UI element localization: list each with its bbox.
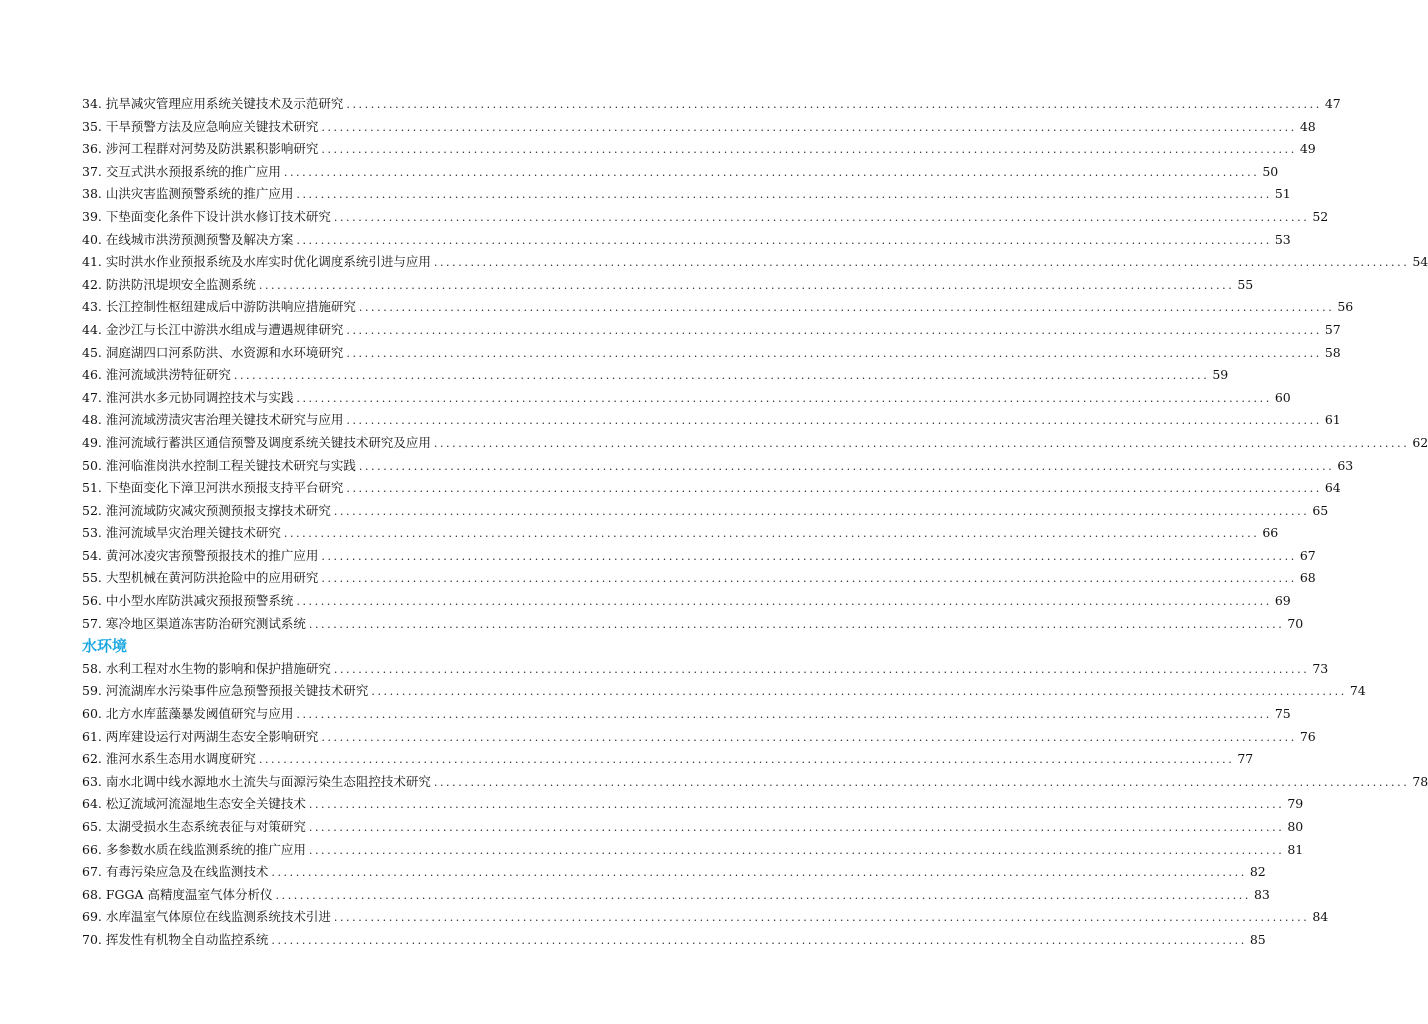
toc-entry-title: 69. 水库温室气体原位在线监测系统技术引进 <box>82 909 331 925</box>
toc-entry[interactable] <box>82 455 1354 478</box>
toc-entry-page-number: 66 <box>1262 525 1279 541</box>
dot-leader: ................................................................................................................................................................ <box>296 233 1272 247</box>
toc-entry-page-number: 47 <box>1324 96 1341 111</box>
toc-entry-page-number: 49 <box>1299 141 1316 157</box>
dot-leader: ................................................................................................................................................................ <box>333 210 1310 224</box>
toc-entry[interactable] <box>82 522 1279 545</box>
dot-leader: ................................................................................................................................................................ <box>333 504 1310 518</box>
toc-entry-title: 60. 北方水库蓝藻暴发阈值研究与应用 <box>82 706 294 722</box>
toc-entry-title: 63. 南水北调中线水源地水土流失与面源污染生态阻控技术研究 <box>82 773 431 789</box>
toc-entry-title: 42. 防洪防汛堤坝安全监测系统 <box>82 276 256 292</box>
toc-entry-page-number: 74 <box>1349 683 1366 699</box>
toc-entry[interactable] <box>82 884 1270 907</box>
toc-entry-title: 61. 两库建设运行对两湖生态安全影响研究 <box>82 728 319 744</box>
toc-entry-page-number: 65 <box>1312 502 1329 518</box>
toc-entry[interactable] <box>82 613 1304 636</box>
toc-entry-title: 43. 长江控制性枢纽建成后中游防洪响应措施研究 <box>82 299 356 315</box>
toc-entry-title: 48. 淮河流域涝渍灾害治理关键技术研究与应用 <box>82 412 344 428</box>
toc-entry-page-number: 55 <box>1237 276 1254 292</box>
dot-leader: ................................................................................................................................................................ <box>346 414 1322 428</box>
dot-leader: ................................................................................................................................................................ <box>233 369 1210 383</box>
dot-leader: ................................................................................................................................................................ <box>433 775 1410 789</box>
toc-entry-title: 68. FGGA 高精度温室气体分析仪 <box>82 886 273 902</box>
toc-entry[interactable] <box>82 861 1266 884</box>
toc-entry-page-number: 62 <box>1412 434 1428 450</box>
dot-leader: ................................................................................................................................................................ <box>346 323 1322 337</box>
toc-entry-page-number: 70 <box>1287 615 1304 631</box>
dot-leader: ................................................................................................................................................................ <box>433 256 1410 270</box>
dot-leader: ................................................................................................................................................................ <box>275 888 1251 902</box>
toc-entry-page-number: 50 <box>1262 163 1279 179</box>
toc-entry-page-number: 73 <box>1312 660 1329 676</box>
toc-entry-title: 65. 太湖受损水生态系统表征与对策研究 <box>82 819 306 834</box>
toc-entry[interactable] <box>82 500 1329 523</box>
toc-entry-title: 45. 洞庭湖四口河系防洪、水资源和水环境研究 <box>82 344 344 360</box>
toc-entry-title: 58. 水利工程对水生物的影响和保护措施研究 <box>82 660 331 676</box>
toc-entry-title: 36. 涉河工程群对河势及防洪累积影响研究 <box>82 141 319 157</box>
dot-leader: ................................................................................................................................................................ <box>321 549 1297 563</box>
dot-leader: ................................................................................................................................................................ <box>321 120 1297 134</box>
toc-entry-title: 34. 抗旱减灾管理应用系统关键技术及示范研究 <box>82 96 344 111</box>
toc-entry[interactable] <box>82 906 1329 929</box>
toc-entry-title: 59. 河流湖库水污染事件应急预警预报关键技术研究 <box>82 683 369 699</box>
toc-entry-page-number: 59 <box>1212 367 1229 383</box>
toc-entry-title: 56. 中小型水库防洪减灾预报预警系统 <box>82 593 294 609</box>
toc-entry-page-number: 56 <box>1337 299 1354 315</box>
toc-entry-title: 50. 淮河临淮岗洪水控制工程关键技术研究与实践 <box>82 457 356 473</box>
dot-leader: ................................................................................................................................................................ <box>433 436 1410 450</box>
toc-entry-page-number: 54 <box>1412 254 1428 270</box>
toc-entry-page-number: 82 <box>1249 864 1266 880</box>
toc-entry-title: 44. 金沙江与长江中游洪水组成与遭遇规律研究 <box>82 321 344 337</box>
toc-entry-title: 37. 交互式洪水预报系统的推广应用 <box>82 163 281 179</box>
dot-leader: ................................................................................................................................................................ <box>308 617 1285 631</box>
toc-entry-page-number: 77 <box>1237 751 1254 767</box>
toc-entry[interactable] <box>82 839 1304 862</box>
toc-entry[interactable] <box>82 929 1266 952</box>
toc-entry-page-number: 64 <box>1324 480 1341 496</box>
dot-leader: ................................................................................................................................................................ <box>308 843 1285 857</box>
dot-leader: ................................................................................................................................................................ <box>346 346 1322 360</box>
toc-entry-title: 51. 下垫面变化下漳卫河洪水预报支持平台研究 <box>82 480 344 496</box>
toc-entry-title: 62. 淮河水系生态用水调度研究 <box>82 751 256 767</box>
dot-leader: ................................................................................................................................................................ <box>358 459 1335 473</box>
toc-entry-page-number: 68 <box>1299 570 1316 586</box>
toc-entry[interactable] <box>82 703 1291 726</box>
toc-entry-page-number: 52 <box>1312 208 1329 224</box>
dot-leader: ................................................................................................................................................................ <box>346 482 1322 496</box>
toc-entry-page-number: 78 <box>1412 773 1428 789</box>
toc-entry[interactable] <box>82 793 1304 816</box>
toc-entry-page-number: 60 <box>1274 389 1291 405</box>
toc-entry-page-number: 76 <box>1299 728 1316 744</box>
toc-entry-page-number: 81 <box>1287 841 1304 857</box>
toc-entry-title: 57. 寒冷地区渠道冻害防治研究测试系统 <box>82 615 306 631</box>
dot-leader: ................................................................................................................................................................ <box>296 595 1272 609</box>
toc-entry[interactable] <box>82 251 1428 274</box>
toc-entry[interactable] <box>82 183 1291 206</box>
toc-entry[interactable] <box>82 590 1291 613</box>
toc-entry-title: 52. 淮河流域防灾减灾预测预报支撑技术研究 <box>82 502 331 518</box>
toc-entry[interactable] <box>82 545 1316 568</box>
toc-entry[interactable] <box>82 206 1329 229</box>
dot-leader: ................................................................................................................................................................ <box>296 708 1272 722</box>
toc-entry-page-number: 85 <box>1249 931 1266 947</box>
dot-leader: ................................................................................................................................................................ <box>296 188 1272 202</box>
toc-entry-title: 55. 大型机械在黄河防洪抢险中的应用研究 <box>82 570 319 586</box>
toc-entry[interactable] <box>82 387 1291 410</box>
toc-entry-title: 46. 淮河流域洪涝特征研究 <box>82 367 231 383</box>
toc-entry[interactable] <box>82 161 1279 184</box>
dot-leader: ................................................................................................................................................................ <box>346 98 1322 111</box>
toc-entry[interactable] <box>82 116 1316 139</box>
toc-entry[interactable] <box>82 93 1341 116</box>
toc-entry-page-number: 75 <box>1274 706 1291 722</box>
toc-entry-title: 39. 下垫面变化条件下设计洪水修订技术研究 <box>82 208 331 224</box>
toc-entry[interactable] <box>82 680 1366 703</box>
dot-leader: ................................................................................................................................................................ <box>333 662 1310 676</box>
toc-entry[interactable] <box>82 816 1304 839</box>
toc-entry-page-number: 69 <box>1274 593 1291 609</box>
toc-entry-page-number: 57 <box>1324 321 1341 337</box>
dot-leader: ................................................................................................................................................................ <box>308 798 1285 812</box>
toc-entry[interactable] <box>82 748 1254 771</box>
toc-entry-title: 67. 有毒污染应急及在线监测技术 <box>82 864 269 880</box>
toc-entry-page-number: 58 <box>1324 344 1341 360</box>
toc-entry-page-number: 83 <box>1253 886 1270 902</box>
toc-entry[interactable] <box>82 726 1316 749</box>
toc-entry[interactable] <box>82 409 1341 432</box>
toc-entry-title: 54. 黄河冰凌灾害预警预报技术的推广应用 <box>82 547 319 563</box>
toc-entry-title: 38. 山洪灾害监测预警系统的推广应用 <box>82 186 294 202</box>
toc-entry-page-number: 79 <box>1287 796 1304 812</box>
toc-entry-title: 64. 松辽流域河流湿地生态安全关键技术 <box>82 796 306 812</box>
toc-entry[interactable] <box>82 771 1428 794</box>
toc-entry[interactable] <box>82 296 1354 319</box>
toc-entry[interactable] <box>82 477 1341 500</box>
toc-entry-page-number: 84 <box>1312 909 1329 925</box>
toc-entry-title: 49. 淮河流域行蓄洪区通信预警及调度系统关键技术研究及应用 <box>82 434 431 450</box>
toc-entry-title: 40. 在线城市洪涝预测预警及解决方案 <box>82 231 294 247</box>
dot-leader: ................................................................................................................................................................ <box>271 933 1247 947</box>
toc-entry-title: 41. 实时洪水作业预报系统及水库实时优化调度系统引进与应用 <box>82 254 431 270</box>
table-of-contents <box>82 93 1428 952</box>
toc-entry-page-number: 51 <box>1274 186 1291 202</box>
dot-leader: ................................................................................................................................................................ <box>358 301 1335 315</box>
toc-entry-page-number: 53 <box>1274 231 1291 247</box>
toc-entry[interactable] <box>82 658 1329 681</box>
dot-leader: ................................................................................................................................................................ <box>296 391 1272 405</box>
toc-entry-page-number: 67 <box>1299 547 1316 563</box>
toc-entry-page-number: 63 <box>1337 457 1354 473</box>
toc-entry[interactable] <box>82 229 1291 252</box>
toc-entry[interactable] <box>82 274 1254 297</box>
dot-leader: ................................................................................................................................................................ <box>321 572 1297 586</box>
dot-leader: ................................................................................................................................................................ <box>283 527 1260 541</box>
toc-entry-title: 66. 多参数水质在线监测系统的推广应用 <box>82 841 306 857</box>
toc-entry-title: 70. 挥发性有机物全自动监控系统 <box>82 931 269 947</box>
toc-entry[interactable] <box>82 364 1229 387</box>
dot-leader: ................................................................................................................................................................ <box>321 143 1297 157</box>
toc-entry-page-number: 80 <box>1287 819 1304 834</box>
toc-entry-title: 47. 淮河洪水多元协同调控技术与实践 <box>82 389 294 405</box>
toc-entry[interactable] <box>82 567 1316 590</box>
toc-entry[interactable] <box>82 138 1316 161</box>
dot-leader: ................................................................................................................................................................ <box>283 165 1260 179</box>
toc-entry-title: 53. 淮河流域旱灾治理关键技术研究 <box>82 525 281 541</box>
toc-entry-page-number: 48 <box>1299 118 1316 134</box>
dot-leader: ................................................................................................................................................................ <box>258 278 1235 292</box>
toc-entry[interactable] <box>82 342 1341 365</box>
toc-entry-title: 35. 干旱预警方法及应急响应关键技术研究 <box>82 118 319 134</box>
section-heading: 水环境 <box>82 637 128 656</box>
toc-entry-page-number: 61 <box>1324 412 1341 428</box>
toc-entry[interactable] <box>82 432 1428 455</box>
toc-entry[interactable] <box>82 319 1341 342</box>
dot-leader: ................................................................................................................................................................ <box>333 911 1310 925</box>
dot-leader: ................................................................................................................................................................ <box>321 730 1297 744</box>
dot-leader: ................................................................................................................................................................ <box>371 685 1347 699</box>
dot-leader: ................................................................................................................................................................ <box>258 753 1235 767</box>
dot-leader: ................................................................................................................................................................ <box>308 821 1285 834</box>
dot-leader: ................................................................................................................................................................ <box>271 866 1247 880</box>
